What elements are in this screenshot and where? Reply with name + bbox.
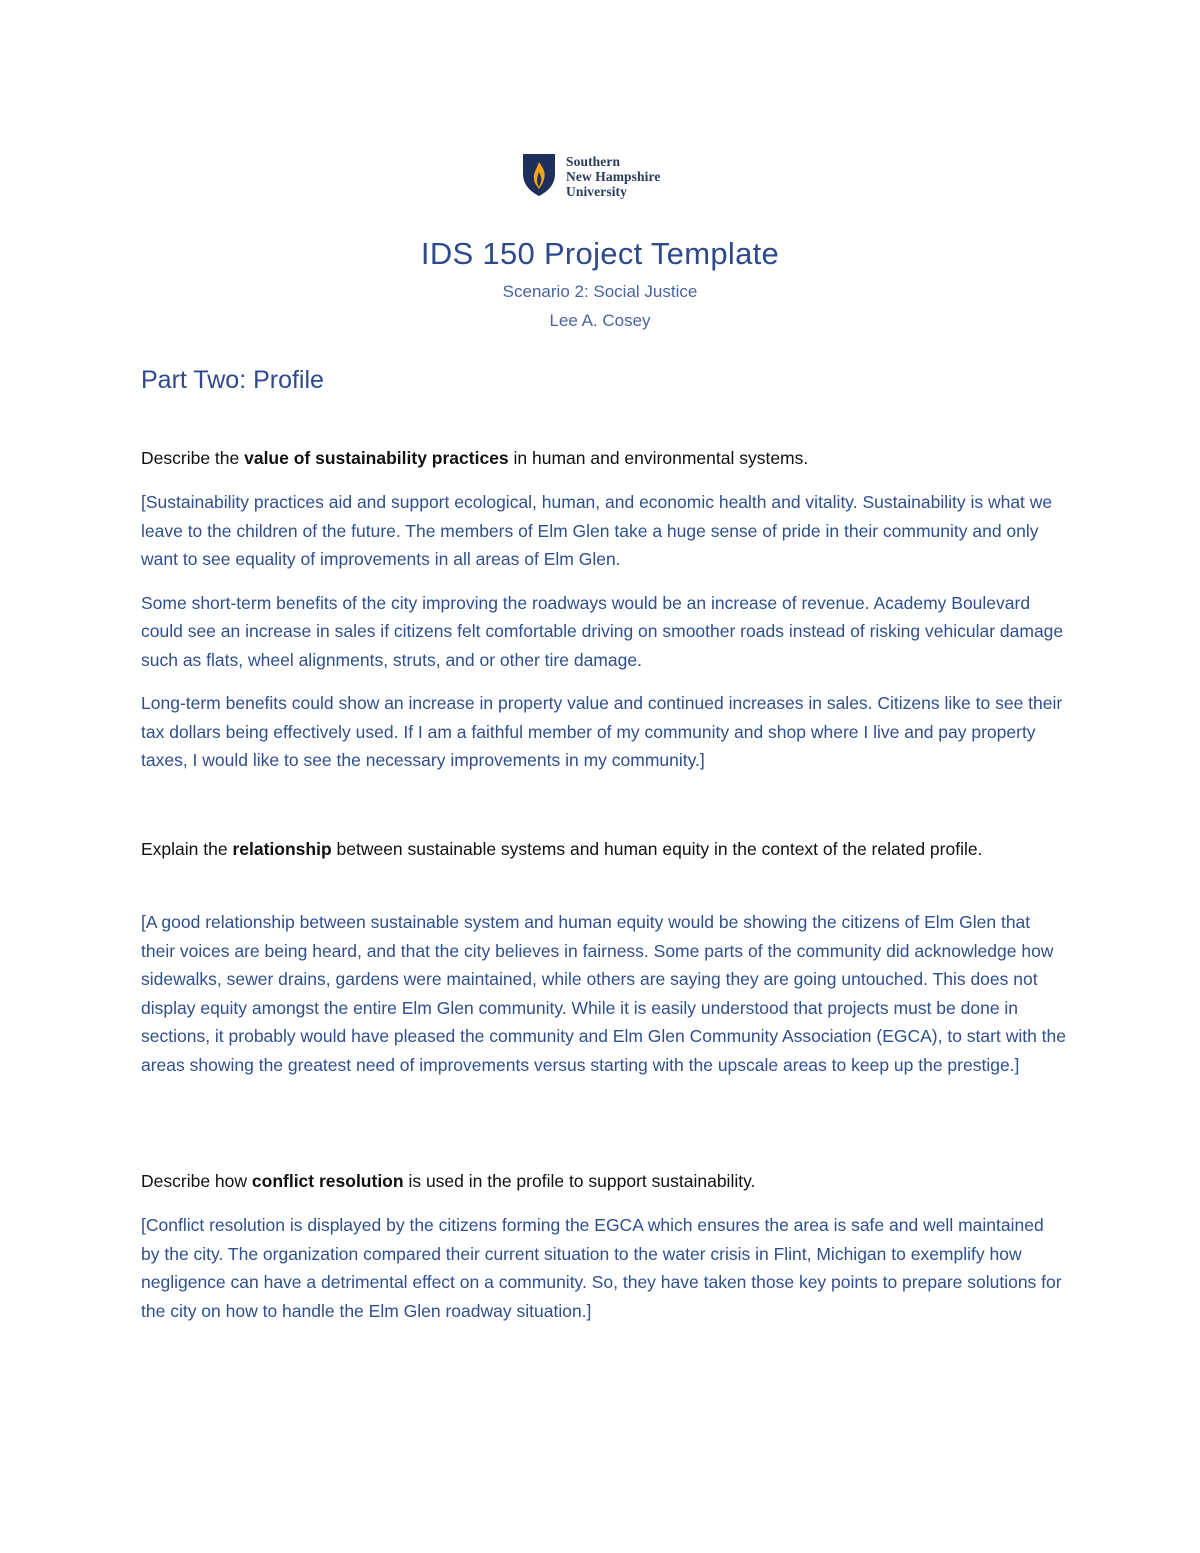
- question-keyword: value of sustainability practices: [244, 448, 509, 468]
- question-keyword: conflict resolution: [251, 1171, 404, 1191]
- answer-1: [141, 488, 1066, 790]
- university-logo: [521, 152, 691, 202]
- answer-3: [141, 1211, 1066, 1340]
- answer-paragraph: [Sustainability practices aid and support ecological, human, and economic health and vitality. Sustainability is what we leave to the children of the future. The members of Elm Glen take a huge sense of pride in their community and only want to see equality of improvements in all areas of Elm Glen.: [141, 492, 1053, 569]
- question-1: [141, 444, 1061, 473]
- question-text: Describe the: [141, 448, 245, 468]
- question-keyword: relationship: [232, 839, 332, 859]
- question-2: [141, 835, 1061, 864]
- answer-paragraph: [A good relationship between sustainable system and human equity would be showing the citizens of Elm Glen that their voices are being heard, and that the city believes in fairness. Some parts of the community did acknowledge how sidewalks, sewer drains, gardens were maintained, while others are saying they are going untouched. This does not display equity amongst the entire Elm Glen community. While it is easily understood that projects must be done in sections, it probably would have pleased the community and Elm Glen Community Association (EGCA), to start with the areas showing the greatest need of improvements versus starting with the upscale areas to keep up the prestige.]: [141, 912, 1067, 1075]
- answer-paragraph: [Conflict resolution is displayed by the citizens forming the EGCA which ensures the area is safe and well maintained by the city. The organization compared their current situation to the water crisis in Flint, Michigan to exemplify how negligence can have a detrimental effect on a community. So, they have taken those key points to prepare solutions for the city on how to handle the Elm Glen roadway situation.]: [141, 1215, 1062, 1321]
- logo-wordmark: [566, 154, 660, 199]
- question-text: Explain the: [141, 839, 233, 859]
- answer-paragraph: Some short-term benefits of the city improving the roadways would be an increase of revenue. Academy Boulevard could see an increase in sales if citizens felt comfortable driving on smoother roads instead of risking vehicular damage such as flats, wheel alignments, struts, and or other tire damage.: [141, 592, 1064, 670]
- answer-paragraph: Long-term benefits could show an increase in property value and continued increases in sales. Citizens like to see their tax dollars being effectively used. If I am a faithful member of my community and shop where I live and pay property taxes, I would like to see the necessary improvements in my community.]: [141, 693, 1063, 770]
- section-heading: Part Two: Profile: [141, 366, 324, 394]
- logo-line-3: University: [566, 184, 627, 199]
- shield-flame-icon: [521, 152, 557, 198]
- answer-2: [141, 908, 1066, 1094]
- question-text: between sustainable systems and human equity in the context of the related profile.: [331, 839, 983, 859]
- question-3: [141, 1167, 1061, 1196]
- scenario-subtitle: Scenario 2: Social Justice: [502, 282, 698, 301]
- logo-line-1: Southern: [566, 154, 621, 169]
- question-text: is used in the profile to support sustainability.: [403, 1171, 756, 1191]
- author-name: Lee A. Cosey: [549, 311, 651, 330]
- question-text: Describe how: [141, 1171, 252, 1191]
- document-title: IDS 150 Project Template: [420, 236, 780, 271]
- question-text: in human and environmental systems.: [508, 448, 809, 468]
- logo-line-2: New Hampshire: [566, 169, 661, 184]
